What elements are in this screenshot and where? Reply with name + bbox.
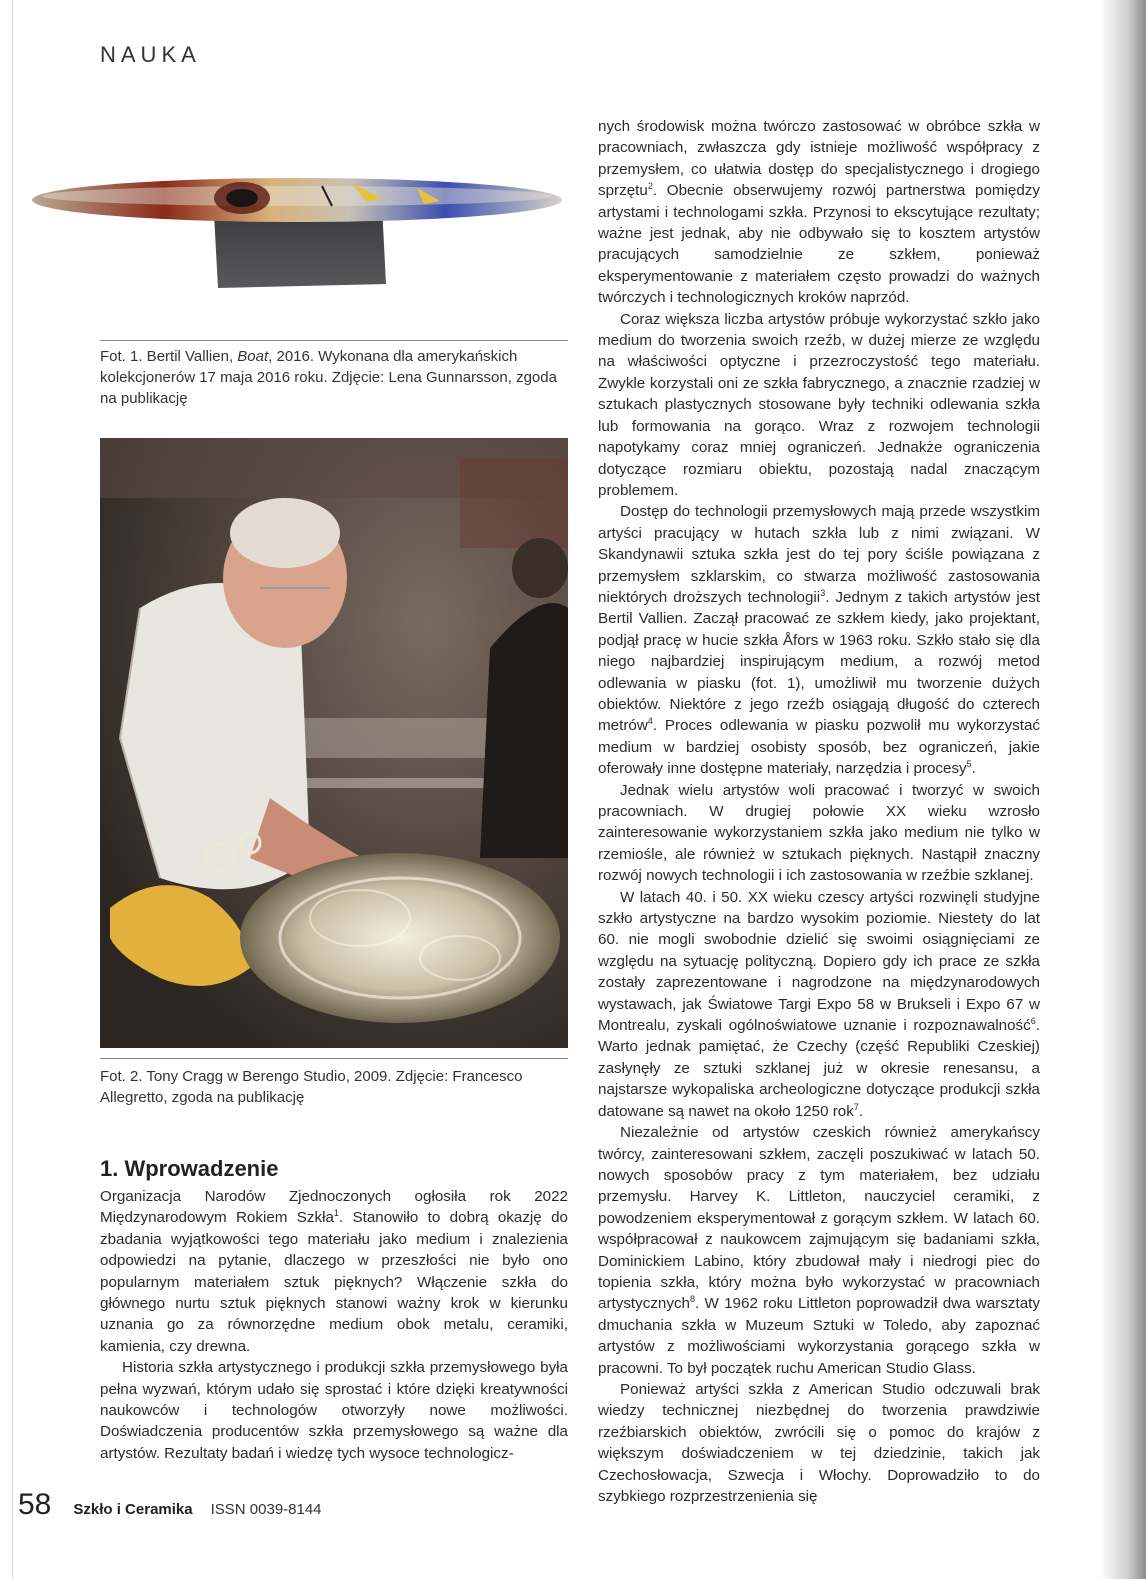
paragraph (598, 1379, 1040, 1507)
issn: ISSN 0039-8144 (210, 1501, 322, 1518)
binding-shadow (1100, 0, 1146, 1579)
paragraph (598, 1122, 1040, 1379)
photo-boat-sculpture (22, 106, 568, 326)
paragraph-text: Ponieważ artyści szkła z American Studio odczuwali brak wiedzy technicznej niezbędnej do tworzenia prawdziwie rzeźbiarskich obiektów, zwrócili się o pomoc do krajów z większym doświadczeniem w tej dziedzinie, takich jak Czechosłowacja, Szwecja i Włochy. Doprowadziło to do szybkiego rozprzestrzenienia się (598, 1380, 1040, 1505)
paragraph-text: nych środowisk można twórczo zastosować w obróbce szkła w pracowniach, zwłaszcza gdy istnieje możliwość współpracy z przemysłem, co ułatwia dostęp do specjalistycznego i drogiego sprzętu (598, 118, 1040, 200)
paragraph-text: . Proces odlewania w piasku pozwolił mu wykorzystać medium w bardziej osobisty sposób, bez ograniczeń, jakie oferowały inne dostępne materiały, narzędzia i procesy (598, 717, 1040, 778)
footnote-ref: 3 (820, 587, 826, 598)
paragraph-text: Organizacja Narodów Zjednoczonych ogłosiła rok 2022 Międzynarodowym Rokiem Szkła (100, 1188, 568, 1227)
paragraph-text: . Jednym z takich artystów jest Bertil Vallien. Zaczął pracować ze szkłem kiedy, jako projektant, podjął pracę w hucie szkła Åfors w 1963 roku. Szkło stało się dla niego najbardziej inspirującym medium, a rozwój metod odlewania w piasku (fot. 1), umożliwił mu tworzenie dużych obiektów. Niektóre z jego rzeźb osiągają długość do czterech metrów (598, 588, 1040, 735)
paragraph (100, 1186, 568, 1357)
magazine-name: Szkło i Ceramika (73, 1501, 193, 1518)
footnote-ref: 6 (1030, 1016, 1036, 1026)
boat-sculpture-image (22, 106, 568, 326)
page-edge (12, 0, 13, 1579)
paragraph-text: . (858, 1102, 864, 1120)
paragraph-text: Historia szkła artystycznego i produkcji szkła przemysłowego była pełna wyzwań, którym udało się sprostać i które dzięki kreatywności naukowców i technologów otworzyły nowe możliwości. Doświadczenia producentów szkła przemysłowego są ważne dla artystów. Rezultaty badań i wiedzę tych wysoce technologicz- (100, 1359, 568, 1462)
paragraph (598, 780, 1040, 887)
paragraph-text: Coraz większa liczba artystów próbuje wykorzystać szkło jako medium do tworzenia swoich rzeźb, w dużej mierze ze względu na właściwości optyczne i przezroczystość tego materiału. Zwykle korzystali oni ze szkła fabrycznego, a znacznie rzadziej w sztukach plastycznych stosowane były techniki odlewania szkła lub formowania na gorąco. Wraz z rozwojem technologii napotykamy coraz mniej ograniczeń. Jednakże ograniczenia dotyczące rozmiaru obiektu, pozostają nadal znaczącym problemem. (598, 310, 1040, 499)
footnote-ref: 1 (333, 1208, 339, 1219)
paragraph-text: . Stanowiło to dobrą okazję do zbadania wyjątkowości tego materiału jako medium i znalezienia odpowiedzi na pytanie, dlaczego w przeszłości nie było ono popularnym materiałem sztuk pięknych? Włączenie szkła do głównego nurtu sztuk pięknych stanowi ważny krok w kierunku uznania go za równorzędne medium obok metalu, ceramiki, kamienia, czy drewna. (100, 1209, 568, 1355)
paragraph-text: Dostęp do technologii przemysłowych mają przede wszystkim artyści pracujący w hutach szkła lub z nimi związani. W Skandynawii sztuka szkła jest do tej pory ściśle powiązana z przemysłem szklarskim, co stwarza możliwość zastosowania niektórych droższych technologii (598, 503, 1040, 606)
paragraph (598, 887, 1040, 1122)
artist-workshop-image (100, 438, 568, 1048)
paragraph (598, 116, 1040, 309)
paragraph-text: Jednak wielu artystów woli pracować i tworzyć w swoich pracowniach. W drugiej połowie XX wieku wzrosło zainteresowanie wykorzystaniem szkła jako medium nie tylko w rzemiośle, ale również w sztukach pięknych. Nastąpił znaczny rozwój nowych technologii i ich zastosowania w rzeźbie szklanej. (598, 781, 1040, 885)
paragraph (598, 501, 1040, 779)
caption-rule-1 (100, 340, 568, 341)
paragraph-text: . Warto jednak pamiętać, że Czechy (część Republiki Czeskiej) zasłynęły ze sztuki szklanej już w okresie renesansu, a najstarsze wykopaliska archeologiczne dotyczące produkcji szkła datowane są nawet na około 1250 rok (598, 1017, 1040, 1120)
paragraph-text: . (971, 760, 976, 778)
caption-rule-2 (100, 1058, 568, 1059)
photo-artist-workshop (100, 438, 568, 1048)
photo-1-caption (100, 346, 568, 409)
caption-1-text-a: Fot. 1. Bertil Vallien, (100, 348, 238, 365)
section-label: NAUKA (100, 42, 201, 67)
left-column-text (100, 1186, 568, 1464)
paragraph-text: Niezależnie od artystów czeskich również amerykańscy twórcy, zainteresowani szkłem, zaczęli poszukiwać w latach 50. nowych sposobów pracy z tym materiałem, bez udziału przemysłu. Harvey K. Littleton, nauczyciel ceramiki, z powodzeniem eksperymentował z gorącym szkłem. W latach 60. współpracował z naukowcem zajmującym się badaniami szkła, Dominickiem Labino, który zbudował mały i niedrogi piec do topienia szkła, który można było wykorzystać w pracowniach artystycznych (598, 1124, 1040, 1313)
section-heading: 1. Wprowadzenie (100, 1156, 279, 1181)
right-column-text (598, 116, 1040, 1507)
paragraph-text: . W 1962 roku Littleton poprowadził dwa warsztaty dmuchania szkła w Muzeum Sztuki w Toledo, aby zapoznać artystów z możliwościami wykorzystania gorącego szkła w pracowni. To był początek ruchu American Studio Glass. (598, 1295, 1040, 1377)
paragraph-text: . Obecnie obserwujemy rozwój partnerstwa pomiędzy artystami i technologami szkła. Przynosi to ekscytujące rezultaty; ważne jest jednak, aby nie odbywało się to kosztem artystów pracujących samodzielnie ze szkłem, ponieważ eksperymentowanie z materiałem często prowadzi do ważnych twórczych i technologicznych kroków naprzód. (598, 182, 1040, 307)
page-footer (18, 1488, 322, 1522)
footnote-ref: 5 (966, 759, 972, 770)
paragraph (598, 309, 1040, 502)
footnote-ref: 8 (690, 1294, 696, 1305)
caption-1-text-b: , 2016. Wykonana dla amerykańskich kolekcjonerów 17 maja 2016 roku. Zdjęcie: Lena Gunnarsson, zgoda na publikację (100, 348, 557, 407)
footnote-ref: 7 (853, 1101, 859, 1112)
photo-2-caption: Fot. 2. Tony Cragg w Berengo Studio, 2009. Zdjęcie: Francesco Allegretto, zgoda na publikację (100, 1068, 523, 1106)
page-number: 58 (18, 1488, 52, 1521)
paragraph-text: W latach 40. i 50. XX wieku czescy artyści rozwinęli studyjne szkło artystyczne na bardzo wysokim poziomie. Niestety do lat 60. nie mogli swobodnie dzielić się swoimi osiągnięciami ze względu na sytuację polityczną. Dopiero gdy ich prace ze szkła zostały zaprezentowane i nagrodzone na międzynarodowych wystawach, jak Światowe Targi Expo 58 w Brukseli i Expo 67 w Montrealu, zyskali ogólnoświatowe uznanie i rozpoznawalność (598, 888, 1040, 1035)
caption-1-title: Boat (237, 348, 269, 365)
footnote-ref: 2 (647, 181, 653, 192)
paragraph (100, 1357, 568, 1464)
footnote-ref: 4 (647, 716, 653, 727)
